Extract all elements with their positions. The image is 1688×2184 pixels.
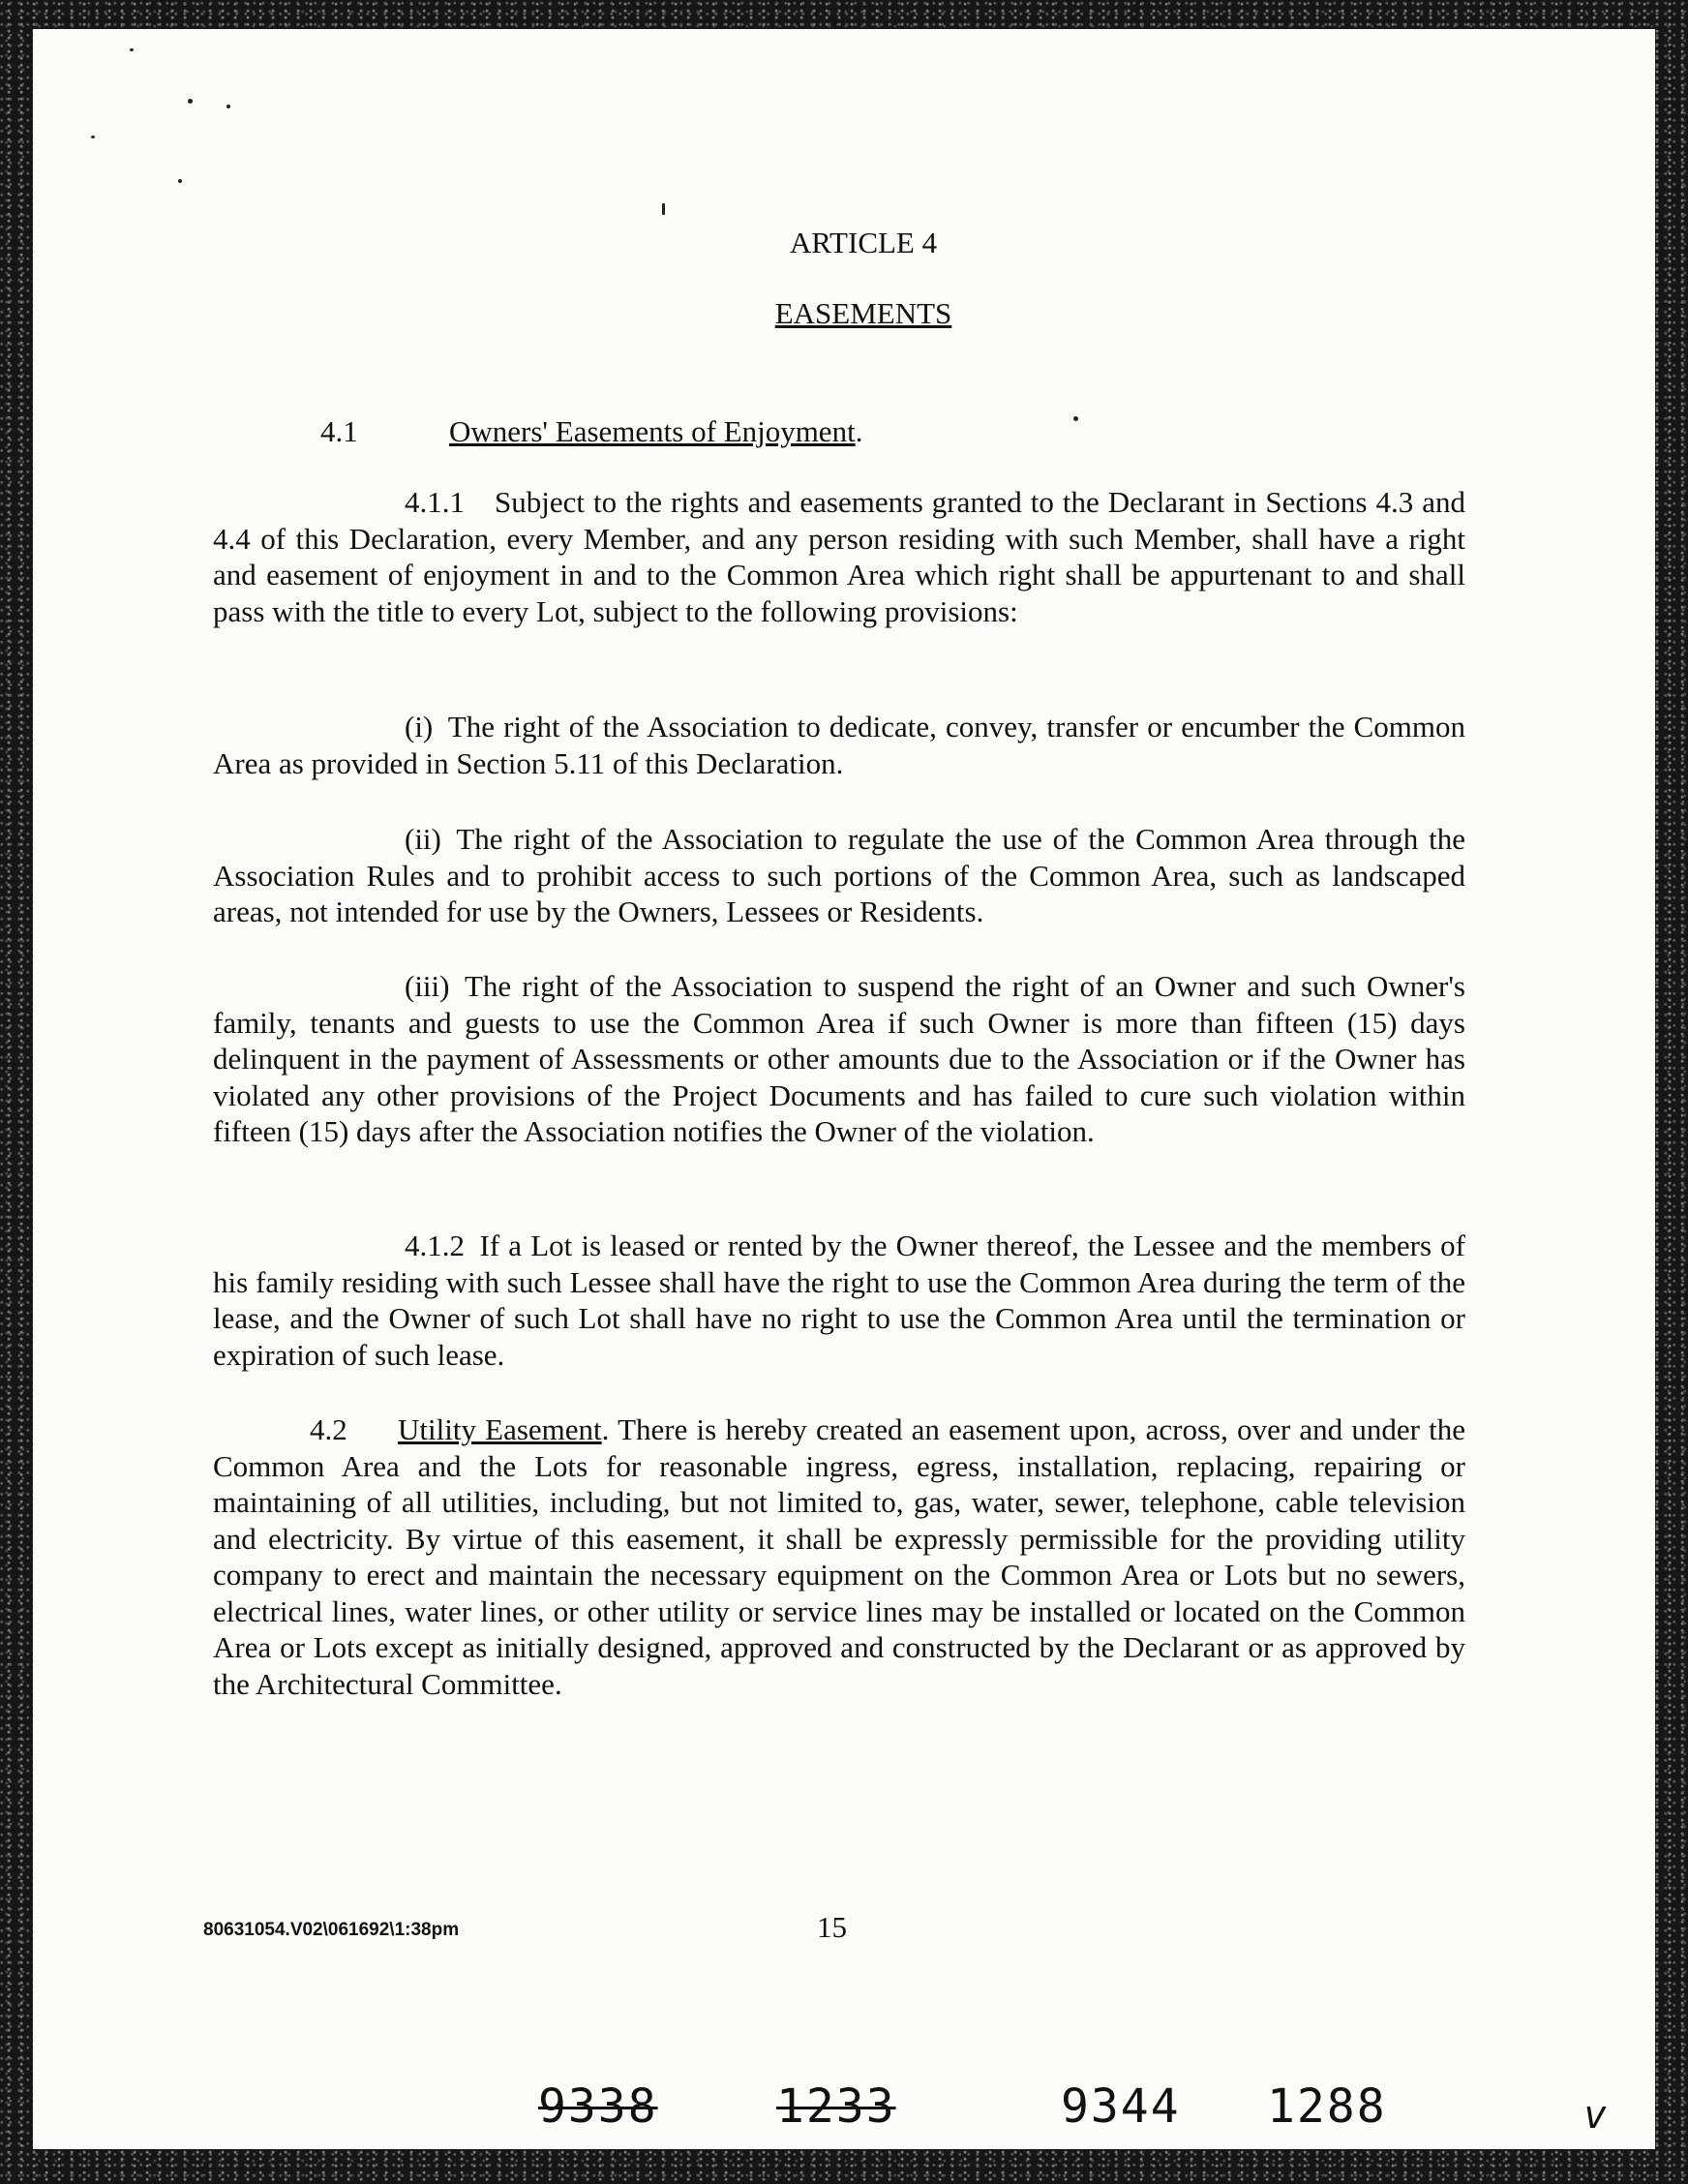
scan-speck xyxy=(1073,416,1078,421)
check-mark: v xyxy=(1583,2093,1610,2138)
section-4-1-heading xyxy=(320,414,862,449)
paragraph-4-1-1-iii: (iii) The right of the Association to suspend the right of an Owner and such Owner's family, tenants and guests to use the Common Area if such Owner is more than fifteen (15) days delinquent in the payment of Assessments or other amounts due to the Association or if the Owner has violated any other provisions of the Project Documents and has failed to cure such violation within fifteen (15) days after the Association notifies the Owner of the violation. xyxy=(213,969,1465,1148)
section-number: 4.2 xyxy=(310,1412,347,1446)
article-title: EASEMENTS xyxy=(774,296,952,330)
stamp-number: 1288 xyxy=(1267,2079,1387,2134)
paragraph-4-1-2: 4.1.2 If a Lot is leased or rented by the Owner thereof, the Lessee and the members of his family residing with such Lessee shall have the right to use the Common Area during the term of the lease, and the Owner of such Lot shall have no right to use the Common Area until the termination or expiration of such lease. xyxy=(213,1228,1465,1372)
paragraph-4-1-1-ii: (ii) The right of the Association to regulate the use of the Common Area through the Association Rules and to prohibit access to such portions of the Common Area, such as landscaped areas, not intended for use by the Owners, Lessees or Residents. xyxy=(213,822,1465,928)
document-page xyxy=(33,29,1655,2149)
article-heading: ARTICLE 4 xyxy=(789,226,938,259)
scan-speck xyxy=(226,105,230,108)
section-body: . There is hereby created an easement upon, across, over and under the Common Area and the Lots for reasonable ingress, egress, installation, replacing, repairing or maintaining of all utilities, including, but not limited to, gas, water, sewer, telephone, cable television and electricity. By virtue of this easement, it shall be expressly permissible for the providing utility company to erect and maintain the necessary equipment on the Common Area or Lots but no sewers, electrical lines, water lines, or other utility or service lines may be installed or located on the Common Area or Lots except as initially designed, approved and constructed by the Declarant or as approved by the Architectural Committee. xyxy=(213,1412,1465,1701)
section-number: 4.1 xyxy=(320,414,358,448)
document-id: 80631054.V02\061692\1:38pm xyxy=(203,1920,460,1940)
scan-speck xyxy=(188,99,193,104)
scan-speck xyxy=(178,179,182,183)
section-title-period: . xyxy=(855,414,863,448)
paragraph-4-1-1-i: (i) The right of the Association to dedicate, convey, transfer or encumber the Common Area as provided in Section 5.11 of this Declaration. xyxy=(213,710,1465,780)
struck-stamp-number: 1233 xyxy=(776,2079,896,2134)
section-4-2-paragraph xyxy=(213,1411,1465,1702)
scan-speck xyxy=(130,48,134,51)
stamp-number: 9344 xyxy=(1061,2079,1181,2134)
page-number: 15 xyxy=(817,1910,847,1944)
scan-speck xyxy=(662,203,665,215)
struck-stamp-number: 9338 xyxy=(538,2079,658,2134)
paragraph-4-1-1: 4.1.1 Subject to the rights and easements granted to the Declarant in Sections 4.3 and 4.4 of this Declaration, every Member, and any person residing with such Member, shall have a right and easement of enjoyment in and to the Common Area which right shall be appurtenant to and shall pass with the title to every Lot, subject to the following provisions: xyxy=(213,485,1465,628)
scan-speck xyxy=(91,136,95,138)
section-title: Utility Easement xyxy=(398,1412,602,1446)
section-title: Owners' Easements of Enjoyment xyxy=(449,414,856,448)
